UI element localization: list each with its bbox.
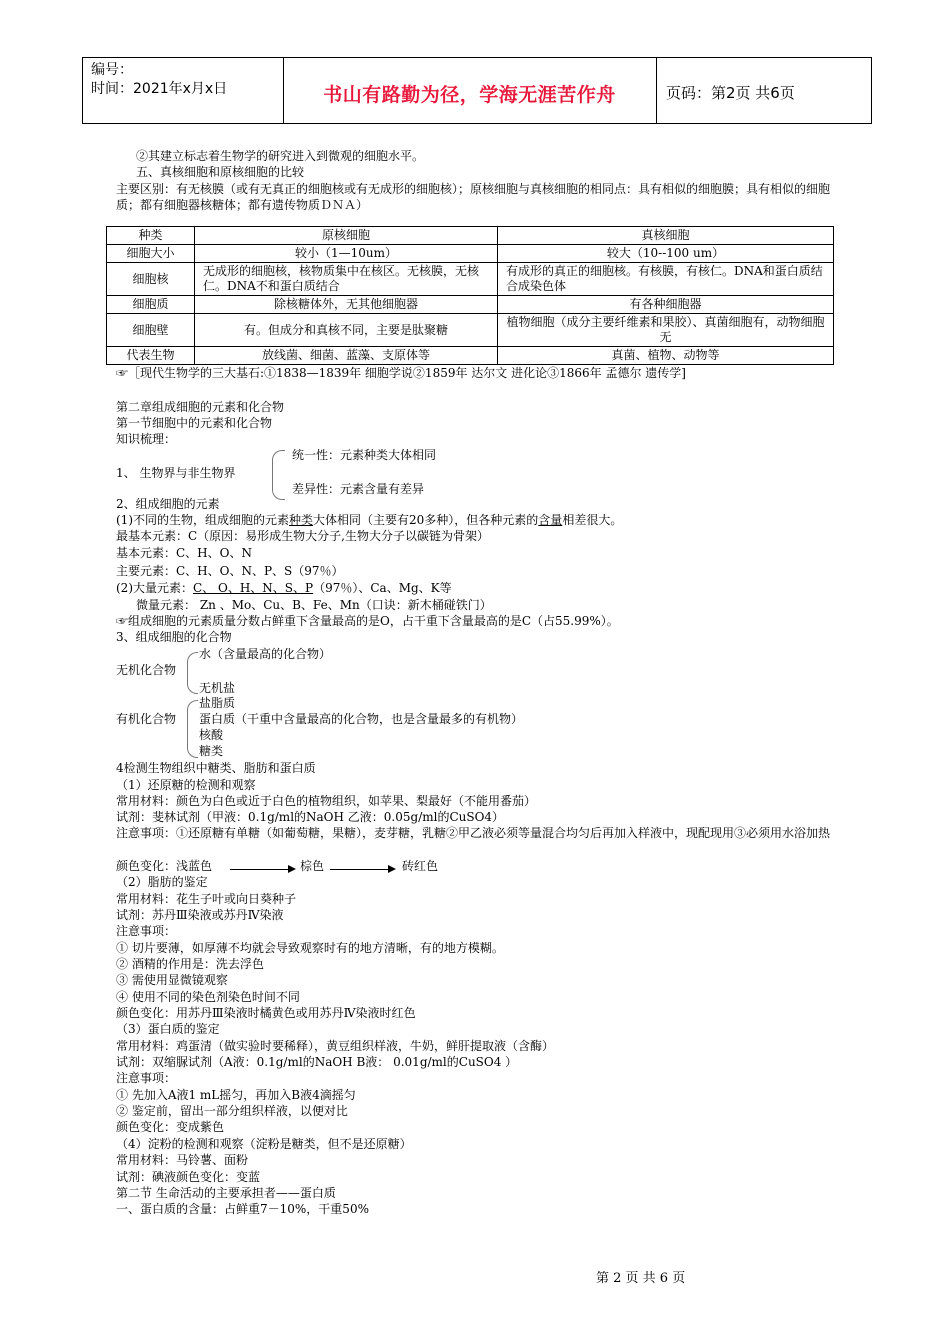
s4-reagent: 试剂：碘液颜色变化：变蓝 bbox=[116, 1170, 261, 1184]
protein-content: 一、蛋白质的含量：占鲜重7－10%，干重50% bbox=[116, 1202, 369, 1216]
s3-material: 常用材料：鸡蛋清（做实验时要稀释），黄豆组织样液，牛奶，鲜肝提取液（含酶） bbox=[116, 1039, 555, 1053]
table-cell-kind: 细胞大小 bbox=[107, 245, 195, 263]
table-cell-kind: 细胞壁 bbox=[107, 314, 195, 347]
s2-reagent: 试剂：苏丹Ⅲ染液或苏丹Ⅳ染液 bbox=[116, 908, 284, 922]
s2-note-2: ② 酒精的作用是：洗去浮色 bbox=[116, 957, 264, 971]
unity-text: 统一性：元素种类大体相同 bbox=[292, 448, 437, 462]
protein-text: 蛋白质（干重中含量最高的化合物，也是含量最多的有机物） bbox=[199, 712, 524, 726]
arrow-right-icon bbox=[388, 865, 396, 873]
s3-note-1: ① 先加入A液1 mL摇匀，再加入B液4滴摇匀 bbox=[116, 1088, 356, 1102]
page-footer: 第 2 页 共 6 页 bbox=[596, 1271, 686, 1286]
brace-icon bbox=[272, 450, 285, 500]
s1-material: 常用材料：颜色为白色或近于白色的植物组织，如苹果、梨最好（不能用番茄） bbox=[116, 794, 537, 808]
color-end: 砖红色 bbox=[402, 859, 439, 873]
s3-title: （3）蛋白质的鉴定 bbox=[116, 1022, 220, 1036]
table-cell-eu: 较大（10--100 um） bbox=[498, 245, 834, 263]
table-header-row bbox=[107, 227, 834, 245]
s4-material: 常用材料：马铃薯、面粉 bbox=[116, 1153, 249, 1167]
trace-elements: 微量元素： Zn 、Mo、Cu、B、Fe、Mn（口诀：新木桶碰铁门） bbox=[136, 598, 492, 612]
elements-p1 bbox=[116, 512, 622, 528]
header-motto: 书山有路勤为径，学海无涯苦作舟 bbox=[323, 84, 616, 106]
section1-title: 第一节细胞中的元素和化合物 bbox=[116, 416, 273, 430]
s2-material: 常用材料：花生子叶或向日葵种子 bbox=[116, 892, 297, 906]
table-cell-pro: 除核糖体外，无其他细胞器 bbox=[195, 296, 498, 314]
lipid-text: 盐脂质 bbox=[199, 696, 236, 710]
s1-title: （1）还原糖的检测和观察 bbox=[116, 778, 256, 792]
time-label: 时间：2021年x月x日 bbox=[91, 81, 228, 97]
major-elements bbox=[116, 580, 452, 596]
table-row bbox=[107, 347, 834, 365]
s1-note: 注意事项：①还原糖有单糖（如葡萄糖，果糖），麦芽糖，乳糖②甲乙液必须等量混合均匀后再加入样液中，现配现用③必须用水浴加热 bbox=[116, 826, 831, 840]
sugar-text: 糖类 bbox=[199, 744, 224, 758]
s4-title: （4）淀粉的检测和观察（淀粉是糖类，但不是还原糖） bbox=[116, 1137, 412, 1151]
mass-note: ☞组成细胞的元素质量分数占鲜重下含量最高的是O，占干重下含量最高的是C（占55.99%）。 bbox=[116, 614, 619, 628]
inorganic-label: 无机化合物 bbox=[116, 663, 177, 677]
s2-color: 颜色变化：用苏丹Ⅲ染液时橘黄色或用苏丹Ⅳ染液时红色 bbox=[116, 1006, 416, 1020]
difference-text: 差异性：元素含量有差异 bbox=[292, 482, 425, 496]
elements-p1-content: 含量 bbox=[538, 513, 563, 527]
table-cell-pro: 放线菌、细菌、蓝藻、支原体等 bbox=[195, 347, 498, 365]
major-elements-b: （97％）、Ca、Mg、K等 bbox=[313, 581, 452, 595]
table-cell-kind: 代表生物 bbox=[107, 347, 195, 365]
table-cell-pro: 较小（1—10um） bbox=[195, 245, 498, 263]
s3-reagent: 试剂：双缩脲试剂（A液：0.1g/ml的NaOH B液： 0.01g/ml的CuSO4 ） bbox=[116, 1055, 518, 1069]
table-cell-eu: 植物细胞（成分主要纤维素和果胶）、真菌细胞有，动物细胞无 bbox=[498, 314, 834, 347]
section2-title: 第二节 生命活动的主要承担者——蛋白质 bbox=[116, 1186, 336, 1200]
item4-label: 4检测生物组织中糖类、脂肪和蛋白质 bbox=[116, 761, 316, 775]
major-elements-a: (2)大量元素： bbox=[116, 581, 193, 595]
table-cell-eu: 真菌、植物、动物等 bbox=[498, 347, 834, 365]
s2-title: （2）脂肪的鉴定 bbox=[116, 875, 208, 889]
main-difference: 主要区别：有无核膜（或有无真正的细胞核或有无成形的细胞核）；原核细胞与真核细胞的相同点：具有相似的细胞膜；具有相似的细胞质；都有细胞器核糖体；都有遗传物质ＤＮＡ） bbox=[116, 182, 831, 212]
color-mid: 棕色 bbox=[300, 859, 325, 873]
table-header-kind: 种类 bbox=[107, 227, 195, 245]
water-text: 水（含量最高的化合物） bbox=[199, 647, 332, 661]
table-cell-pro: 有。但成分和真核不同，主要是肽聚糖 bbox=[195, 314, 498, 347]
s2-note-3: ③ 需使用显微镜观察 bbox=[116, 973, 228, 987]
cornerstones-note: ☞［现代生物学的三大基石:①1838—1839年 细胞学说②1859年 达尔文 进化论③1866年 孟德尔 遗传学] bbox=[116, 366, 686, 380]
intro-line1: ②其建立标志着生物学的研究进入到微观的细胞水平。 bbox=[136, 149, 425, 163]
arrow-line bbox=[330, 869, 388, 870]
s2-note: 注意事项： bbox=[116, 924, 177, 938]
header-page-cell bbox=[656, 58, 871, 123]
table-cell-pro: 无成形的细胞核，核物质集中在核区。无核膜，无核仁。DNA不和蛋白质结合 bbox=[195, 263, 498, 296]
major-elements-list: C、 O、H、N、S、P bbox=[193, 581, 314, 595]
main-elements: 主要元素：C、H、O、N、P、S（97％） bbox=[116, 564, 344, 578]
table-cell-kind: 细胞核 bbox=[107, 263, 195, 296]
table-row bbox=[107, 296, 834, 314]
s2-note-4: ④ 使用不同的染色剂染色时间不同 bbox=[116, 990, 300, 1004]
s1-reagent: 试剂：斐林试剂（甲液：0.1g/ml的NaOH 乙液：0.05g/ml的CuSO4） bbox=[116, 810, 505, 824]
table-row bbox=[107, 314, 834, 347]
cell-comparison-table bbox=[106, 226, 834, 365]
header-motto-cell bbox=[283, 58, 657, 123]
elements-p1-c: 相差很大。 bbox=[562, 513, 623, 527]
arrow-right-icon bbox=[288, 865, 296, 873]
brace-icon bbox=[187, 700, 198, 758]
s3-note: 注意事项： bbox=[116, 1071, 177, 1085]
header-box bbox=[82, 57, 872, 124]
arrow-line bbox=[230, 869, 288, 870]
item2-label: 2、组成细胞的元素 bbox=[116, 497, 220, 511]
organic-label: 有机化合物 bbox=[116, 712, 177, 726]
table-header-prokaryote: 原核细胞 bbox=[195, 227, 498, 245]
brace-icon bbox=[187, 652, 198, 694]
color-change-label: 颜色变化：浅蓝色 bbox=[116, 859, 213, 873]
table-header-eukaryote: 真核细胞 bbox=[498, 227, 834, 245]
salt-text: 无机盐 bbox=[199, 681, 236, 695]
elements-p1-a: (1)不同的生物，组成细胞的元素 bbox=[116, 513, 289, 527]
page-label: 页码：第2页 共6页 bbox=[666, 84, 795, 102]
number-label: 编号： bbox=[91, 62, 133, 78]
s3-note-2: ② 鉴定前，留出一部分组织样液，以便对比 bbox=[116, 1104, 348, 1118]
table-row bbox=[107, 263, 834, 296]
table-row bbox=[107, 245, 834, 263]
header-left-cell bbox=[83, 58, 284, 123]
knowledge-label: 知识梳理： bbox=[116, 432, 177, 446]
elements-p1-kind: 种类 bbox=[289, 513, 314, 527]
item1-label: 1、 生物界与非生物界 bbox=[116, 466, 236, 480]
elements-p1-b: 大体相同（主要有20多种），但各种元素的 bbox=[313, 513, 539, 527]
table-cell-eu: 有成形的真正的细胞核。有核膜，有核仁。DNA和蛋白质结合成染色体 bbox=[498, 263, 834, 296]
section5-title: 五、真核细胞和原核细胞的比较 bbox=[136, 165, 305, 179]
s2-note-1: ① 切片要薄，如厚薄不均就会导致观察时有的地方清晰，有的地方模糊。 bbox=[116, 941, 504, 955]
most-basic-elements: 最基本元素：C（原因：易形成生物大分子,生物大分子以碳链为骨架） bbox=[116, 529, 489, 543]
table-cell-eu: 有各种细胞器 bbox=[498, 296, 834, 314]
table-cell-kind: 细胞质 bbox=[107, 296, 195, 314]
basic-elements: 基本元素：C、H、O、N bbox=[116, 546, 252, 560]
s3-color: 颜色变化：变成紫色 bbox=[116, 1120, 225, 1134]
item3-label: 3、组成细胞的化合物 bbox=[116, 630, 232, 644]
nucleic-text: 核酸 bbox=[199, 728, 224, 742]
chapter2-title: 第二章组成细胞的元素和化合物 bbox=[116, 400, 285, 414]
